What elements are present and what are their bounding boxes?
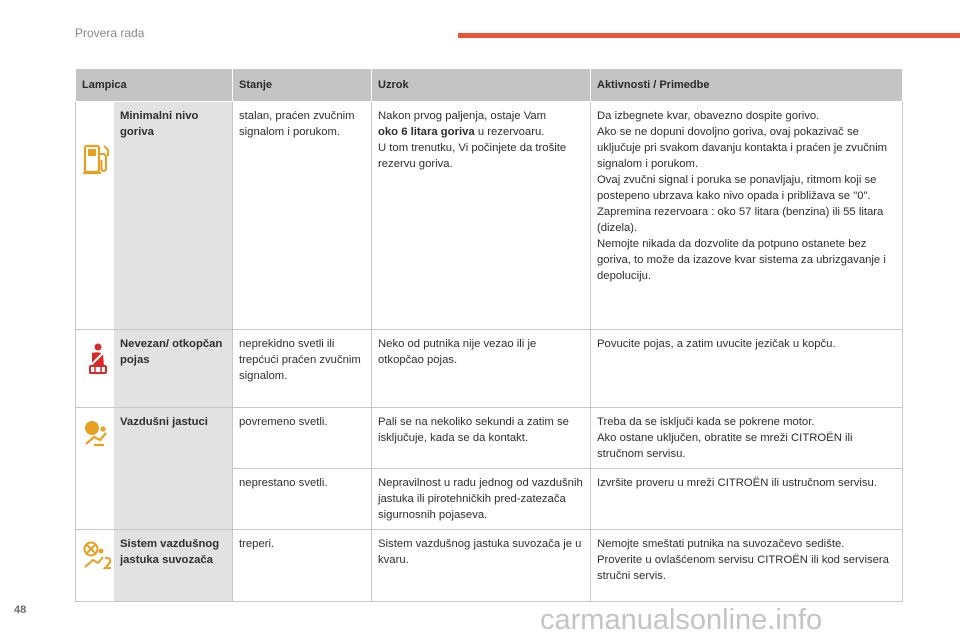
- seatbelt-warning-icon: [82, 342, 110, 374]
- page-number: 48: [14, 604, 27, 616]
- table-row: [76, 102, 903, 330]
- section-title: Provera rada: [75, 26, 145, 40]
- action-line: Ako se ne dopuni dovoljno goriva, ovaj pokazivač se uključuje pri svakom davanju kontakta i praćen je zvučnim signalom i porukom.: [597, 126, 888, 170]
- state-cell: povremeno svetli.: [233, 408, 372, 469]
- action-line: Ovaj zvučni signal i poruka se ponavljaju, ritmom koji se postepeno ubrzava kako nivo opada i približava se "0".: [597, 174, 877, 202]
- actions-cell: [591, 469, 903, 530]
- action-line: Zapremina rezervoara : oko 57 litara (benzina) ili 55 litara (dizela).: [597, 206, 884, 234]
- warning-lamps-table: [75, 68, 903, 602]
- icon-cell: [76, 330, 115, 408]
- icon-cell: [76, 530, 115, 602]
- action-line: Proverite u ovlašćenom servisu CITROËN ili kod servisera stručni servis.: [597, 554, 889, 582]
- action-line: Nemojte nikada da dozvolite da potpuno ostanete bez goriva, to može da izazove kvar sistema za ubrizgavanje i depoluciju.: [597, 238, 886, 282]
- table-row: [76, 330, 903, 408]
- action-line: Da izbegnete kvar, obavezno dospite gorivo.: [597, 110, 820, 122]
- lamp-name: Minimalni nivo goriva: [114, 102, 233, 330]
- cause-text: u rezervoaru.: [474, 126, 545, 138]
- fuel-pump-icon: [82, 142, 112, 176]
- cause-cell: Nepravilnost u radu jednog od vazdušnih jastuka ili pirotehničkih pred-zatezača sigurnosnih pojaseva.: [372, 469, 591, 530]
- airbag-warning-icon: [82, 418, 112, 448]
- watermark: carmanualsonline.info: [540, 604, 823, 636]
- header-accent-bar: [458, 33, 960, 38]
- actions-cell: [591, 408, 903, 469]
- icon-cell: [76, 408, 115, 530]
- cause-cell: Pali se na nekoliko sekundi a zatim se isključuje, kada se da kontakt.: [372, 408, 591, 469]
- state-cell: neprekidno svetli ili trepćući praćen zvučnim signalom.: [233, 330, 372, 408]
- action-line: Izvršite proveru u mreži CITROËN ili ustručnom servisu.: [597, 477, 877, 489]
- table-row: [76, 408, 903, 469]
- cause-text: U tom trenutku, Vi počinjete da trošite rezervu goriva.: [378, 142, 567, 170]
- cause-cell: Sistem vazdušnog jastuka suvozača je u kvaru.: [372, 530, 591, 602]
- column-header-state: Stanje: [233, 69, 372, 102]
- state-cell: treperi.: [233, 530, 372, 602]
- state-cell: neprestano svetli.: [233, 469, 372, 530]
- lamp-name: Nevezan/ otkopčan pojas: [114, 330, 233, 408]
- action-line: Treba da se isključi kada se pokrene motor.: [597, 416, 815, 428]
- actions-cell: [591, 530, 903, 602]
- lamp-name: Vazdušni jastuci: [114, 408, 233, 530]
- column-header-lamp: Lampica: [76, 69, 233, 102]
- actions-cell: Povucite pojas, a zatim uvucite jezičak u kopču.: [591, 330, 903, 408]
- passenger-airbag-deactivated-icon: [82, 540, 114, 572]
- cause-highlight: oko 6 litara goriva: [378, 126, 475, 138]
- cause-cell: [372, 102, 591, 330]
- action-line: Nemojte smeštati putnika na suvozačevo sedište.: [597, 538, 845, 550]
- state-cell: stalan, praćen zvučnim signalom i porukom.: [233, 102, 372, 330]
- table-row: [76, 530, 903, 602]
- column-header-cause: Uzrok: [372, 69, 591, 102]
- action-line: Ako ostane uključen, obratite se mreži CITROËN ili stručnom servisu.: [597, 432, 853, 460]
- cause-text: Nakon prvog paljenja, ostaje Vam: [378, 110, 547, 122]
- lamp-name: Sistem vazdušnog jastuka suvozača: [114, 530, 233, 602]
- icon-cell: [76, 102, 115, 330]
- actions-cell: [591, 102, 903, 330]
- column-header-actions: Aktivnosti / Primedbe: [591, 69, 903, 102]
- table-header-row: [76, 69, 903, 102]
- cause-cell: Neko od putnika nije vezao ili je otkopčao pojas.: [372, 330, 591, 408]
